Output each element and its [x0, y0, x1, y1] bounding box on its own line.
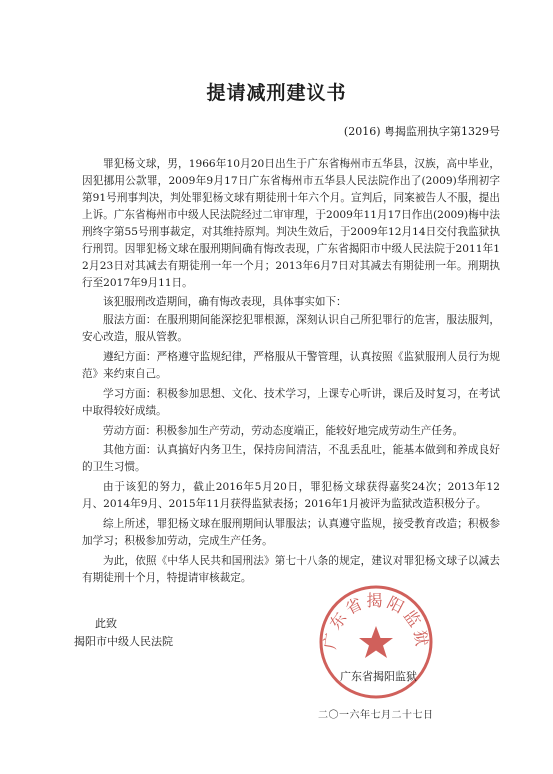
recipient-court: 揭阳市中级人民法院 — [74, 635, 173, 648]
document-title: 提请减刑建议书 — [206, 82, 347, 104]
document-number: (2016) 粤揭监刑执字第1329号 — [343, 125, 500, 138]
paragraph-other: 其他方面：认真搞好内务卫生，保持房间清洁，不乱丢乱吐，能基本做到和养成良好的卫生习惯。 — [82, 444, 500, 473]
document-date: 二〇一六年七月二十七日 — [318, 710, 434, 721]
paragraph-study: 学习方面：积极参加思想、文化、技术学习，上课专心听讲，课后及时复习，在考试中取得较好成绩。 — [82, 388, 500, 417]
paragraph-labor: 劳动方面：积极参加生产劳动，劳动态度端正，能较好地完成劳动生产任务。 — [103, 425, 464, 437]
paragraph-awards: 由于该犯的努力，截止2016年5月20日，罪犯杨文球获得嘉奖24次；2013年12月、2014年9月、2015年11月获得监狱表扬；2016年1月被评为监狱改造积极分子。 — [82, 481, 500, 510]
paragraph-summary: 综上所述，罪犯杨文球在服刑期间认罪服法；认真遵守监规，接受教育改造；积极参加学习；积极参加劳动，完成生产任务。 — [82, 518, 500, 547]
paragraph-facts-intro: 该犯服刑改造期间，确有悔改表现，具体事实如下： — [103, 296, 347, 308]
paragraph-law-abiding: 服法方面：在服刑期间能深挖犯罪根源，深刻认识自己所犯罪行的危害，服法服判，安心改造，服从管教。 — [82, 314, 500, 343]
paragraph-recommendation: 为此，依照《中华人民共和国刑法》第七十八条的规定，建议对罪犯杨文球子以减去有期徒刑十个月，特提请审核裁定。 — [82, 555, 500, 584]
official-seal-stamp — [316, 582, 436, 702]
paragraph-case-background: 罪犯杨文球，男，1966年10月20日出生于广东省梅州市五华县，汉族，高中毕业，因犯挪用公款罪，2009年9月17日广东省梅州市五华县人民法院作出了(2009)华刑初字第91号刑事判决，判处罪犯杨文球有期徒刑十年六个月。宣判后，同案被告人不服，提出上诉。广东省梅州市中级人民法院经过二审审理，于2009年11月17日作出(2009)梅中法刑终字第55号刑事裁定，对其维持原判。判决生效后，于2009年12月14日交付我监狱执行刑罚。因罪犯杨文球在服刑期间确有悔改表现，广东省揭阳市中级人民法院于2011年12月23日对其减去有期徒刑一年一个月；2013年6月7日对其减去有期徒刑一年。刑期执行至2017年9月11日。 — [82, 158, 500, 289]
svg-text:广东省揭阳监狱: 广东省揭阳监狱 — [320, 591, 432, 651]
star-icon — [359, 626, 393, 658]
paragraph-discipline: 遵纪方面：严格遵守监规纪律，严格服从干警管理，认真按照《监狱服刑人员行为规范》来约束自己。 — [82, 351, 500, 380]
signer-name: 广东省揭阳监狱 — [340, 670, 417, 683]
closing-salutation: 此致 — [95, 617, 117, 630]
